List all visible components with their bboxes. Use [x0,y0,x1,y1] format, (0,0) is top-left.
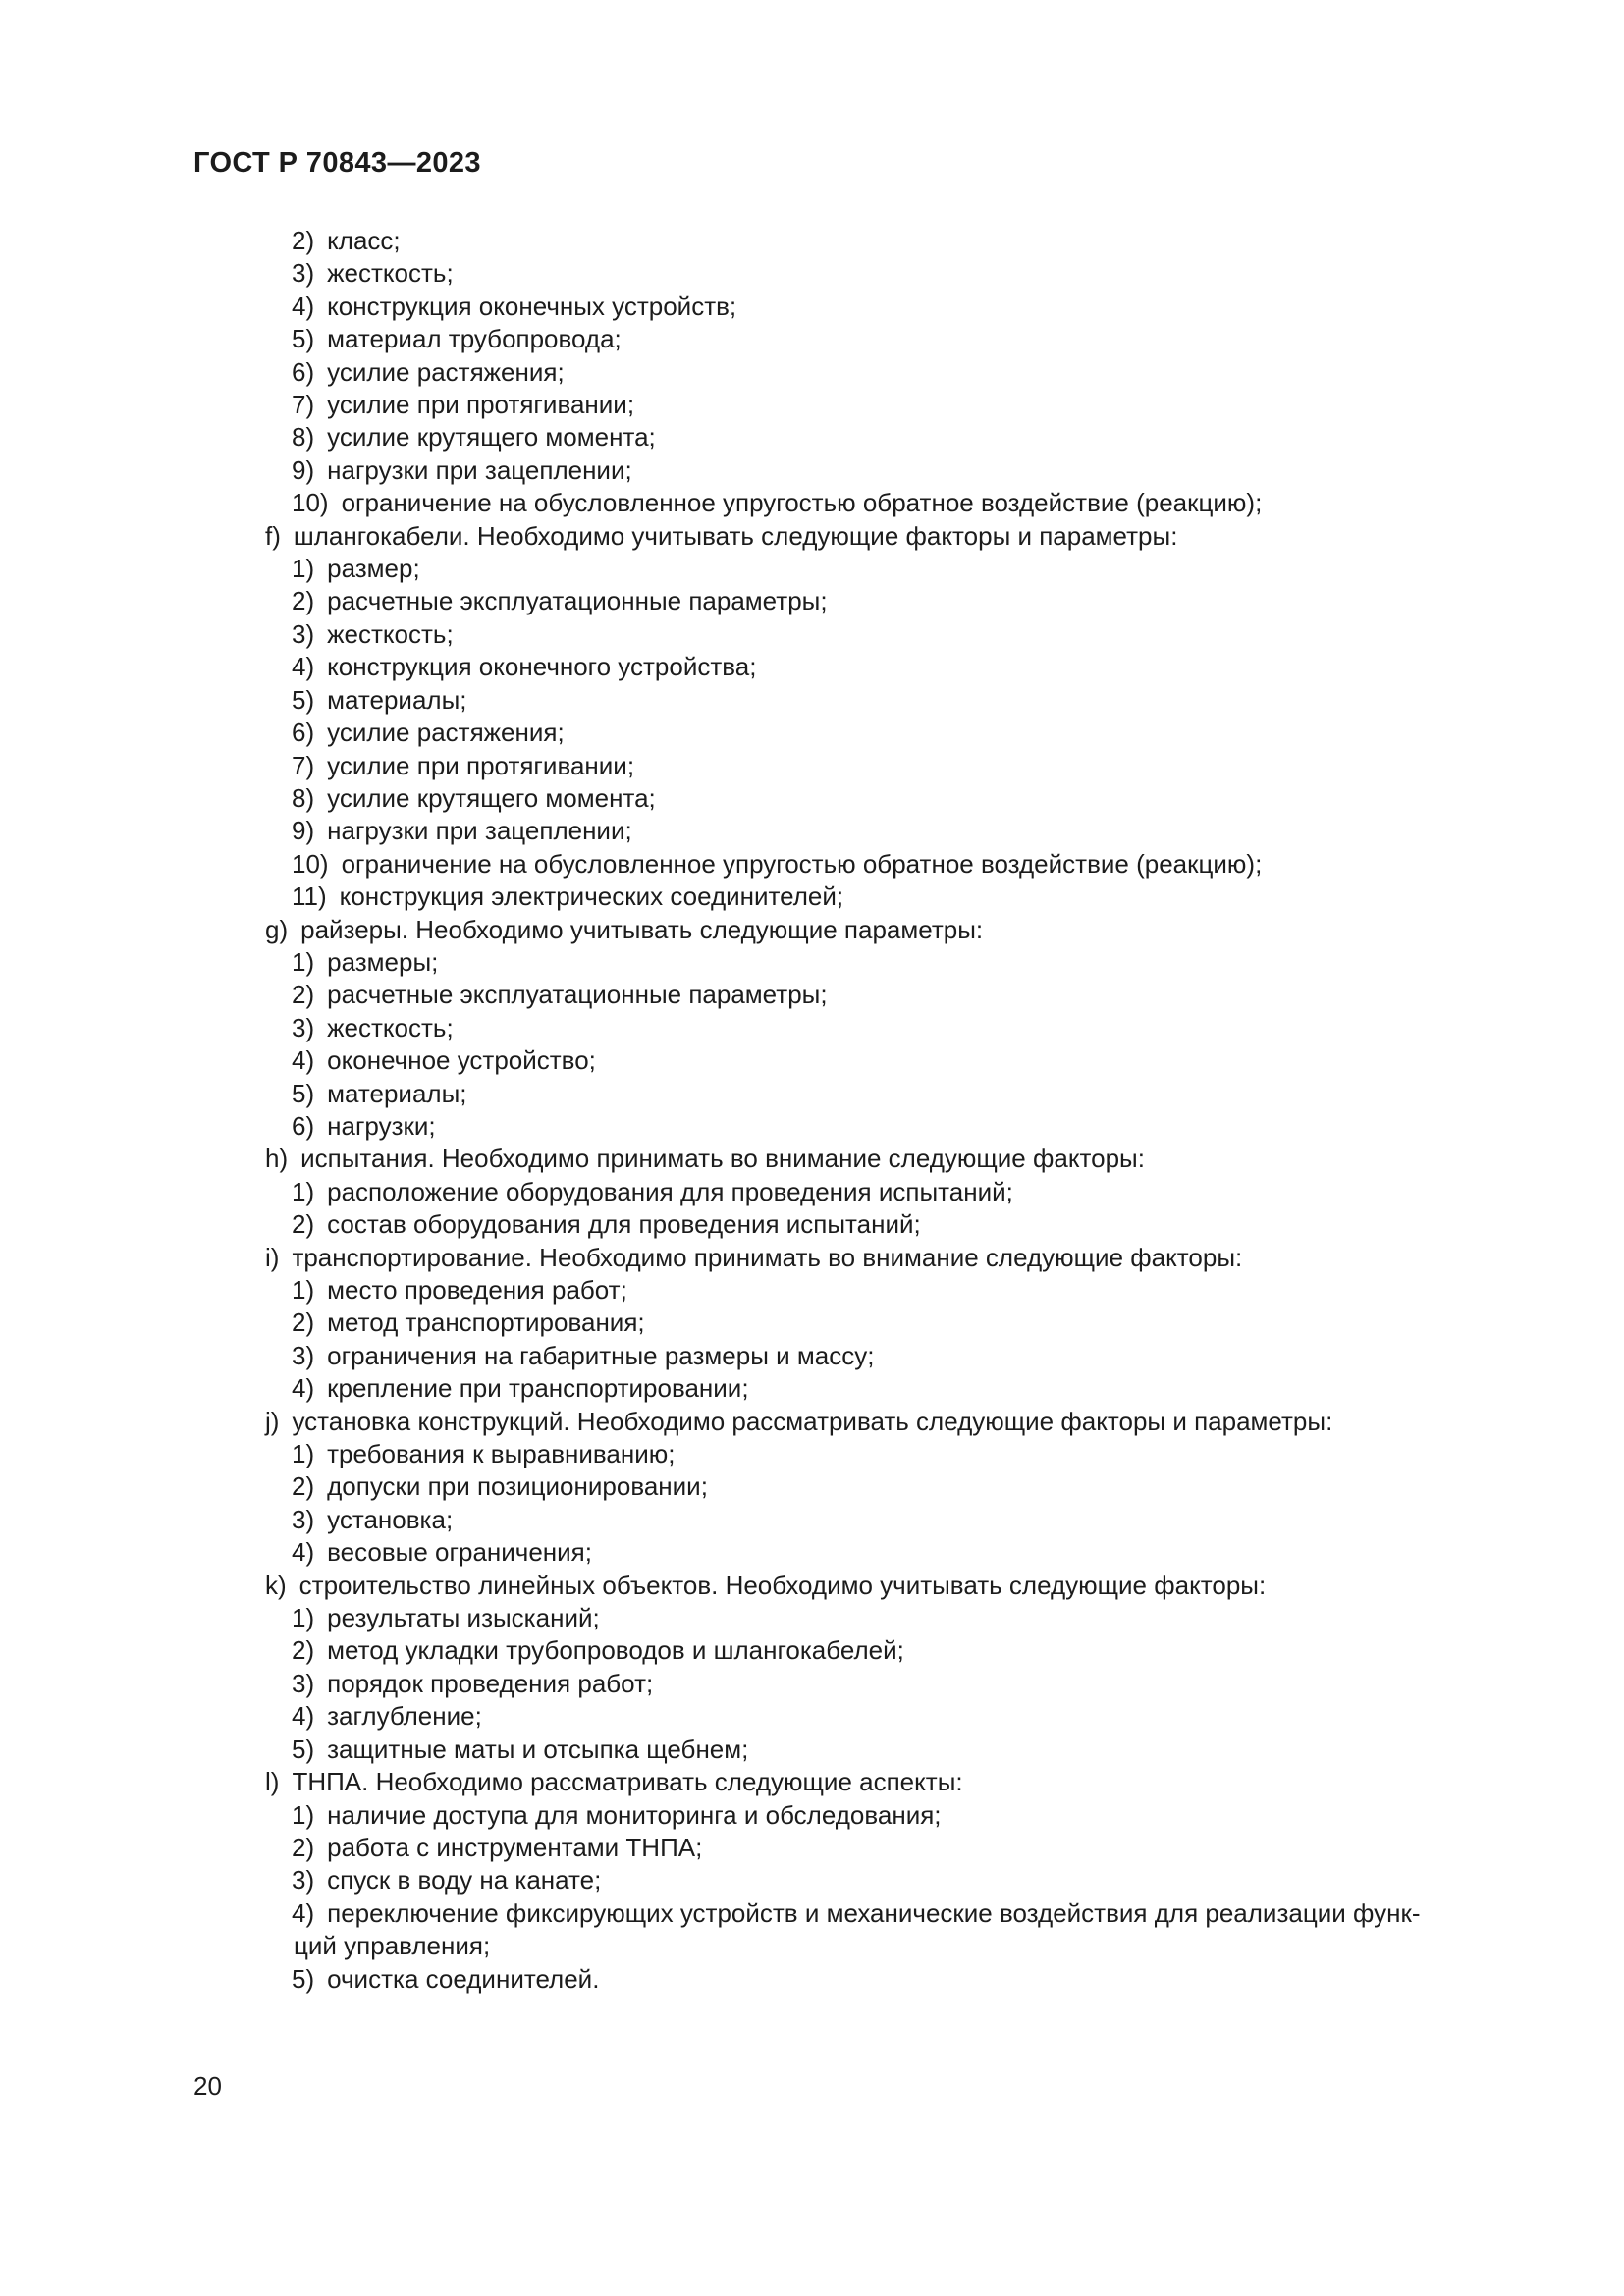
list-line-marker: 1) [292,946,315,977]
page-number: 20 [193,2071,222,2101]
list-line [0,1897,1624,1930]
list-line [0,1078,1624,1110]
list-line-text: класс; [327,226,401,255]
list-line-text: оконечное устройство; [327,1045,596,1076]
list-line [0,585,1624,617]
list-line [0,750,1624,782]
list-line [0,225,1624,257]
list-line-marker: 1) [292,1275,315,1305]
list-line-marker: 10) [292,848,329,879]
list-line-marker: 8) [292,782,315,813]
list-line-text: порядок проведения работ; [327,1668,654,1698]
list-line-marker: 2) [292,1832,315,1862]
list-line-text: метод укладки трубопроводов и шлангокабелей; [327,1635,904,1666]
list-line-text: ций управления; [294,1931,491,1961]
list-line-text: крепление при транспортировании; [327,1373,749,1404]
list-line-marker: 4) [292,1701,315,1732]
list-line-text: заглубление; [327,1701,482,1732]
list-line [0,1832,1624,1864]
list-line-text: усилие при протягивании; [327,390,635,420]
list-line-marker: 2) [292,980,315,1010]
list-line-text: усилие крутящего момента; [327,422,656,453]
list-line-text: усилие крутящего момента; [327,782,656,813]
list-line-text: спуск в воду на канате; [327,1865,602,1896]
list-line-marker: 2) [292,226,315,255]
list-line [0,1570,1624,1602]
list-line-text: жесткость; [327,258,454,289]
list-line-text: материалы; [327,684,467,715]
list-line-text: ограничение на обусловленное упругостью обратное воздействие (реакцию); [341,488,1263,518]
list-line [0,520,1624,553]
list-line [0,881,1624,913]
list-line-marker: 2) [292,1209,315,1240]
list-line [0,618,1624,651]
list-line-marker: 4) [292,1897,315,1928]
list-line-marker: 2) [292,1635,315,1666]
list-line [0,1470,1624,1503]
list-line-text: результаты изысканий; [327,1603,600,1633]
list-line [0,848,1624,881]
list-line-text: работа с инструментами ТНПА; [327,1832,703,1862]
list-line [0,1143,1624,1175]
list-line [0,946,1624,979]
list-line-marker: j) [265,1406,280,1436]
list-line-marker: 5) [292,1078,315,1108]
list-line-marker: 5) [292,1963,315,1994]
list-line-text: защитные маты и отсыпка щебнем; [327,1734,749,1764]
list-line [0,1766,1624,1798]
list-line [0,717,1624,749]
list-line [0,1930,1624,1962]
list-line-text: конструкция оконечного устройства; [327,652,757,682]
list-line-marker: 6) [292,356,315,387]
list-line [0,1372,1624,1405]
list-line [0,1536,1624,1569]
list-line-marker: l) [265,1767,280,1797]
list-line-marker: 4) [292,1373,315,1404]
list-line-marker: 4) [292,291,315,321]
list-line [0,389,1624,421]
list-line-marker: 1) [292,1799,315,1830]
list-line-text: усилие растяжения; [327,718,565,748]
list-line [0,323,1624,355]
list-line-text: переключение фиксирующих устройств и механические воздействия для реализации функ- [327,1897,1421,1928]
list-content [0,225,1624,1996]
list-line-text: усилие при протягивании; [327,750,635,780]
list-line-marker: 11) [292,881,327,912]
list-line-text: усилие растяжения; [327,356,565,387]
list-line-marker: 9) [292,816,315,846]
list-line-marker: 8) [292,422,315,453]
list-line [0,1274,1624,1307]
list-line-marker: 7) [292,750,315,780]
list-line-marker: 6) [292,718,315,748]
list-line [0,1176,1624,1208]
list-line-marker: i) [265,1242,280,1272]
list-line-text: требования к выравниванию; [327,1439,676,1469]
document-header: ГОСТ Р 70843—2023 [193,147,481,179]
list-line [0,1734,1624,1766]
list-line [0,914,1624,946]
list-line-marker: 4) [292,1537,315,1568]
list-line [0,782,1624,815]
list-line-text: материалы; [327,1078,467,1108]
list-line-marker: 6) [292,1110,315,1141]
list-line [0,815,1624,847]
list-line [0,1504,1624,1536]
list-line-text: материал трубопровода; [327,324,622,354]
list-line-marker: 5) [292,684,315,715]
list-line-text: метод транспортирования; [327,1308,645,1338]
list-line-text: жесткость; [327,618,454,649]
list-line-text: конструкция оконечных устройств; [327,291,737,321]
list-line-text: ограничения на габаритные размеры и массу; [327,1340,875,1370]
list-line-text: размеры; [327,946,439,977]
list-line-text: шлангокабели. Необходимо учитывать следующие факторы и параметры: [293,520,1178,551]
list-line-marker: 1) [292,1603,315,1633]
list-line-text: допуски при позиционировании; [327,1471,708,1502]
list-line-text: размер; [327,554,420,584]
list-line-marker: 7) [292,390,315,420]
list-line-text: ТНПА. Необходимо рассматривать следующие аспекты: [292,1767,963,1797]
list-line-marker: 10) [292,488,329,518]
list-line-marker: 3) [292,618,315,649]
list-line-marker: 2) [292,1471,315,1502]
list-line [0,1208,1624,1241]
list-line [0,1406,1624,1438]
list-line-marker: h) [265,1144,289,1174]
list-line [0,487,1624,519]
list-line-text: нагрузки; [327,1110,436,1141]
list-line [0,979,1624,1011]
list-line-marker: 3) [292,1504,315,1534]
list-line [0,291,1624,323]
list-line [0,1668,1624,1700]
list-line-marker: 3) [292,258,315,289]
list-line-marker: 3) [292,1012,315,1042]
list-line-marker: 1) [292,1439,315,1469]
list-line [0,1012,1624,1044]
list-line [0,257,1624,290]
list-line-text: место проведения работ; [327,1275,627,1305]
list-line-text: установка конструкций. Необходимо рассматривать следующие факторы и параметры: [292,1406,1333,1436]
list-line [0,1634,1624,1667]
list-line-text: расчетные эксплуатационные параметры; [327,980,828,1010]
list-line [0,1307,1624,1339]
list-line [0,553,1624,585]
list-line-text: нагрузки при зацеплении; [327,816,632,846]
list-line [0,454,1624,487]
list-line [0,1963,1624,1996]
list-line-marker: 2) [292,586,315,616]
list-line [0,1110,1624,1143]
list-line-marker: 5) [292,1734,315,1764]
list-line-text: транспортирование. Необходимо принимать во внимание следующие факторы: [292,1242,1243,1272]
list-line-text: строительство линейных объектов. Необходимо учитывать следующие факторы: [298,1570,1267,1600]
list-line-marker: 9) [292,454,315,485]
list-line-marker: 5) [292,324,315,354]
list-line-marker: 3) [292,1865,315,1896]
list-line-text: расположение оборудования для проведения испытаний; [327,1176,1013,1206]
list-line-text: очистка соединителей. [327,1963,600,1994]
list-line-text: конструкция электрических соединителей; [339,881,844,912]
list-line-text: наличие доступа для мониторинга и обследования; [327,1799,942,1830]
list-line [0,1700,1624,1733]
list-line-marker: g) [265,914,289,944]
list-line [0,651,1624,683]
list-line-text: нагрузки при зацеплении; [327,454,632,485]
list-line [0,1242,1624,1274]
list-line [0,1864,1624,1896]
list-line [0,356,1624,389]
list-line-marker: 1) [292,554,315,584]
list-line-marker: f) [265,520,281,551]
list-line-marker: 2) [292,1308,315,1338]
list-line [0,1602,1624,1634]
list-line-marker: 1) [292,1176,315,1206]
list-line-text: райзеры. Необходимо учитывать следующие параметры: [300,914,984,944]
list-line-text: установка; [327,1504,454,1534]
list-line-text: весовые ограничения; [327,1537,592,1568]
list-line [0,684,1624,717]
list-line-marker: k) [265,1570,287,1600]
list-line-text: жесткость; [327,1012,454,1042]
list-line-text: ограничение на обусловленное упругостью обратное воздействие (реакцию); [341,848,1263,879]
list-line-marker: 4) [292,652,315,682]
list-line-text: испытания. Необходимо принимать во внимание следующие факторы: [300,1144,1145,1174]
list-line-marker: 4) [292,1045,315,1076]
list-line [0,1438,1624,1470]
list-line [0,1799,1624,1832]
list-line-marker: 3) [292,1340,315,1370]
list-line-text: состав оборудования для проведения испытаний; [327,1209,921,1240]
list-line [0,421,1624,454]
list-line-marker: 3) [292,1668,315,1698]
list-line-text: расчетные эксплуатационные параметры; [327,586,828,616]
list-line [0,1340,1624,1372]
list-line [0,1044,1624,1077]
